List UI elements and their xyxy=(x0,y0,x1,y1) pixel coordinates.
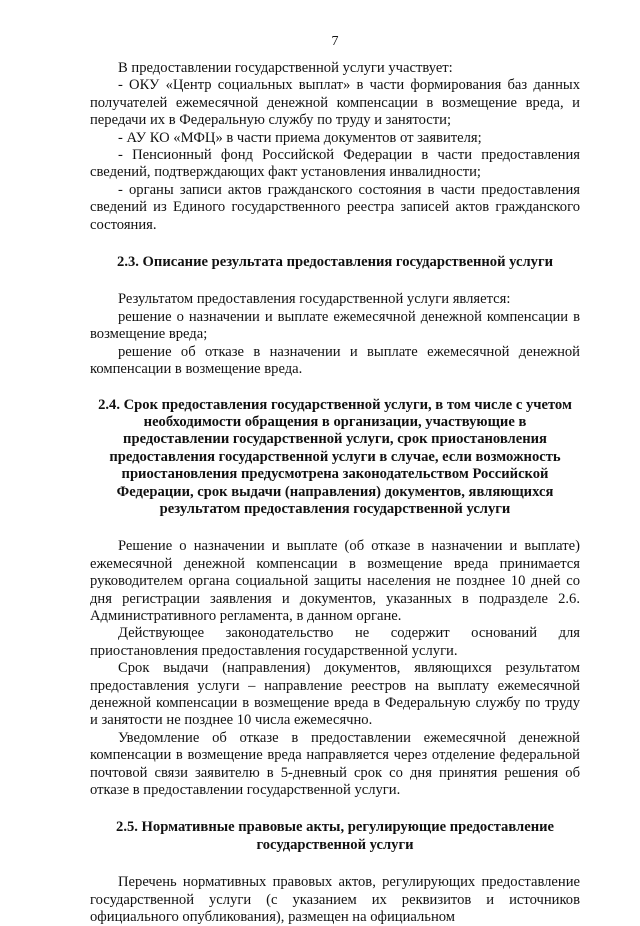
paragraph-2-3-decision-refuse: решение об отказе в назначении и выплате ежемесячной денежной компенсации в возмещение вреда. xyxy=(90,343,580,378)
intro-item-pension-fund: - Пенсионный фонд Российской Федерации в части предоставления сведений, подтверждающих факт установления инвалидности; xyxy=(90,147,580,181)
intro-item-civil-registry: - органы записи актов гражданского состояния в части предоставления сведений из Единого государственного реестра записей актов гражданского состояния. xyxy=(90,181,580,233)
paragraph-2-3-result-lead: Результатом предоставления государственной услуги является: xyxy=(118,291,511,308)
page-number: 7 xyxy=(331,34,339,49)
heading-2-4: 2.4. Срок предоставления государственной услуги, в том числе с учетом необходимости обращения в организации, участвующие в предоставлении государственной услуги, срок приостановления предоставления государственной услуги в случае, если возможность приостановления предусмотрена законодательством Российской Федерации, срок выдачи (направления) документов, являющихся результатом предоставления государственной услуги xyxy=(98,396,572,517)
heading-2-5: 2.5. Нормативные правовые акты, регулирующие предоставление государственной услуги xyxy=(116,819,554,853)
heading-2-3: 2.3. Описание результата предоставления государственной услуги xyxy=(117,254,553,271)
paragraph-2-4-decision-term: Решение о назначении и выплате (об отказе в назначении и выплате) ежемесячной денежной компенсации в возмещение вреда принимается руководителем органа социальной защиты населения не позднее 10 дней со дня регистрации заявления и документов, указанных в подразделе 2.6. Административного регламента, в данном органе. xyxy=(90,538,580,624)
paragraph-2-3-decision-grant: решение о назначении и выплате ежемесячной денежной компенсации в возмещение вреда; xyxy=(90,308,580,343)
paragraph-2-4-no-suspension: Действующее законодательство не содержит оснований для приостановления предоставления государственной услуги. xyxy=(90,625,580,659)
intro-item-mfc: - АУ КО «МФЦ» в части приема документов от заявителя; xyxy=(118,129,482,146)
paragraph-2-4-issue-term: Срок выдачи (направления) документов, являющихся результатом предоставления услуги – направление реестров на выплату ежемесячной денежной компенсации в возмещение вреда в Федеральную службу по труду и занятости не позднее 10 числа ежемесячно. xyxy=(90,660,580,729)
intro-lead: В предоставлении государственной услуги участвует: xyxy=(118,60,453,76)
intro-item-csv: - ОКУ «Центр социальных выплат» в части формирования баз данных получателей ежемесячной денежной компенсации в возмещение вреда, и передачи их в Федеральную службу по труду и занятости; xyxy=(90,77,580,129)
paragraph-2-5-list: Перечень нормативных правовых актов, регулирующих предоставление государственной услуги (с указанием их реквизитов и источников официального опубликования), размещен на официальном xyxy=(90,874,580,926)
paragraph-2-4-refusal-notice: Уведомление об отказе в предоставлении ежемесячной денежной компенсации в возмещение вреда направляется через отделение федеральной почтовой связи заявителю в 5-дневный срок со дня принятия решения об отказе в предоставлении государственной услуги. xyxy=(90,729,580,799)
